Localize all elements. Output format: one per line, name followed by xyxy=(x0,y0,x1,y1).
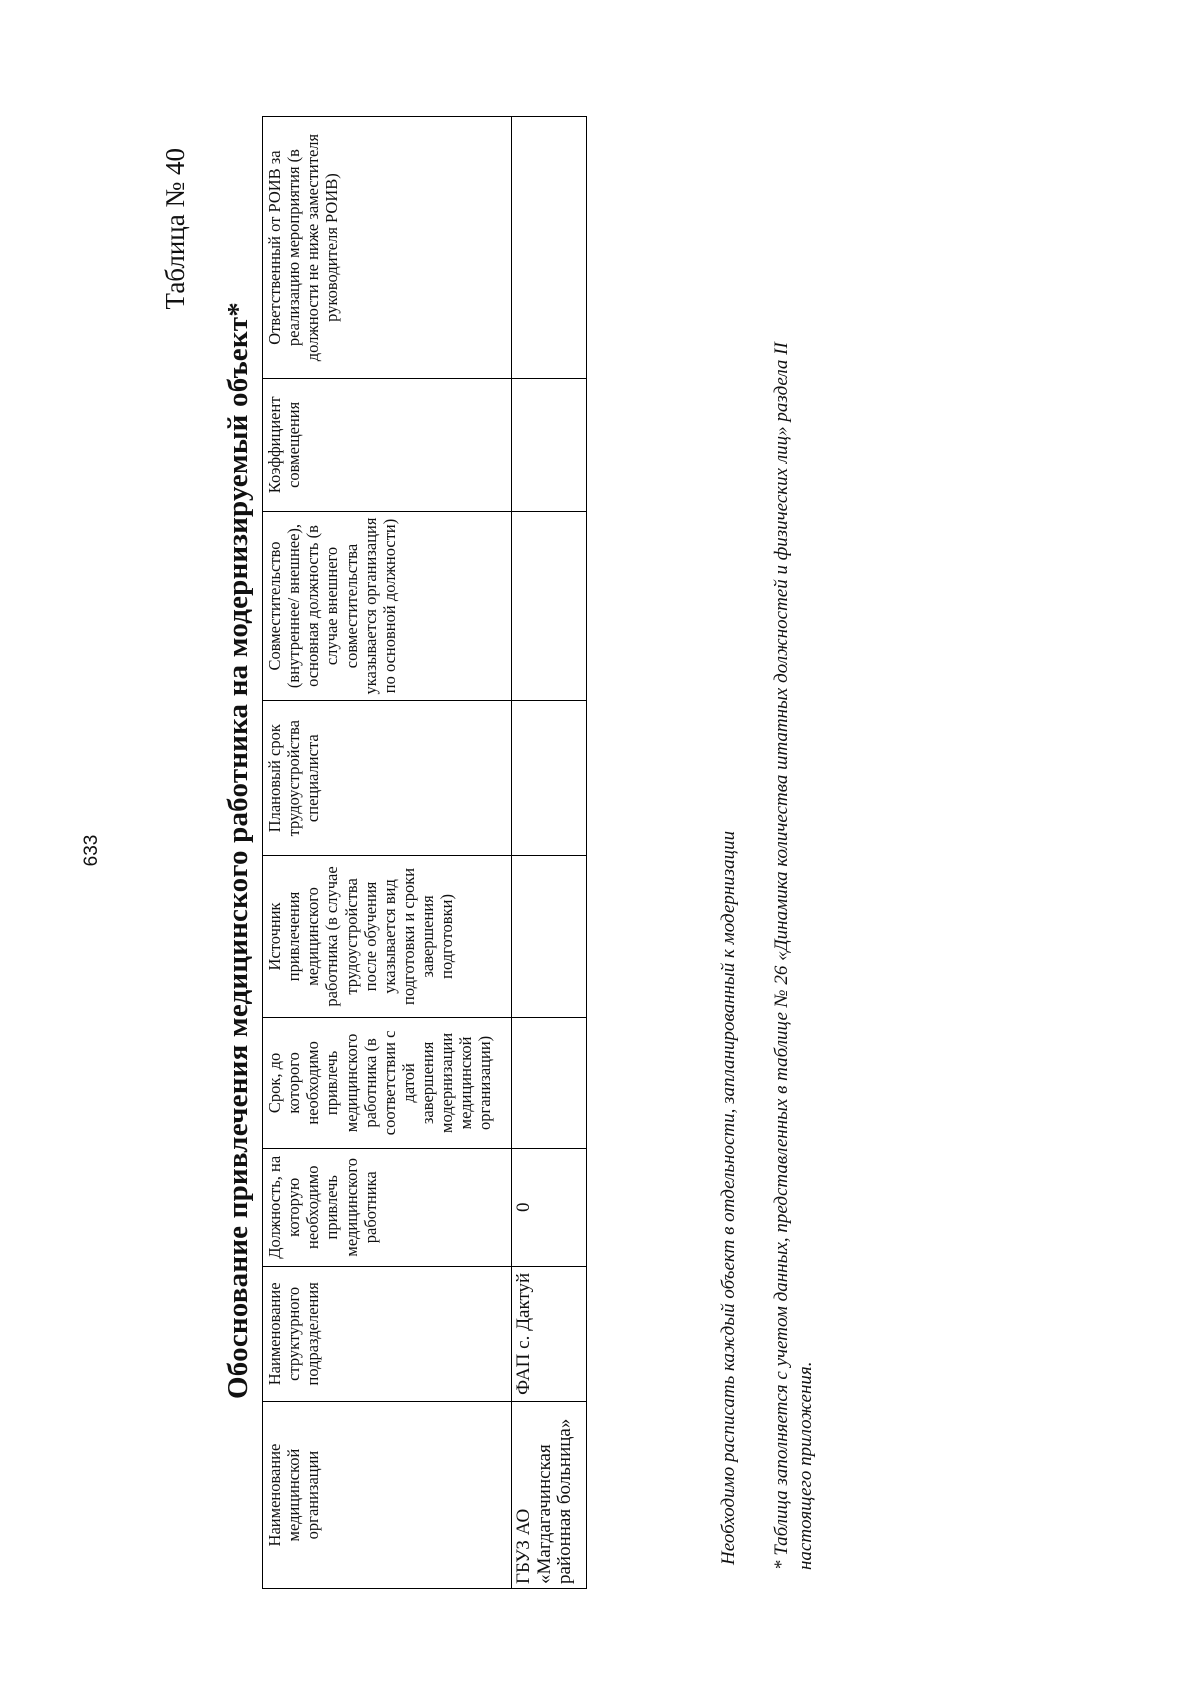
header-source: Источник привлечения медицинского работника (в случае трудоустройства после обучения указывается вид подготовки и сроки завершения подготовки) xyxy=(263,855,512,1017)
instruction-note: Необходимо расписать каждый объект в отдельности, запланированный к модернизации xyxy=(718,830,739,1565)
table-header-row xyxy=(263,117,512,1589)
cell-org-name: ГБУЗ АО «Магдагачинская районная больница» xyxy=(512,1402,587,1589)
header-deadline: Срок, до которого необходимо привлечь медицинского работника (в соответствии с датой завершения модернизации медицинской организации) xyxy=(263,1017,512,1148)
header-org-name: Наименование медицинской организации xyxy=(263,1402,512,1589)
cell-deadline xyxy=(512,1017,587,1148)
cell-position: 0 xyxy=(512,1148,587,1266)
header-responsible: Ответственный от РОИВ за реализацию мероприятия (в должности не ниже заместителя руководителя РОИВ) xyxy=(263,117,512,379)
table-number: Таблица № 40 xyxy=(160,148,190,310)
cell-combination xyxy=(512,511,587,701)
page-title: Обоснование привлечения медицинского работника на модернизируемый объект* xyxy=(222,302,254,1399)
justification-table xyxy=(262,116,587,1589)
footnote: * Таблица заполняется с учетом данных, представленных в таблице № 26 «Динамика количества штатных должностей и физических лиц» раздела II настоящего приложения. xyxy=(771,342,816,1570)
cell-responsible xyxy=(512,117,587,379)
header-planned-date: Плановый срок трудоустройства специалиста xyxy=(263,701,512,856)
header-position: Должность, на которую необходимо привлечь медицинского работника xyxy=(263,1148,512,1266)
header-unit-name: Наименование структурного подразделения xyxy=(263,1266,512,1401)
header-coefficient: Коэффициент совмещения xyxy=(263,379,512,511)
cell-planned-date xyxy=(512,701,587,856)
cell-coefficient xyxy=(512,379,587,511)
cell-source xyxy=(512,855,587,1017)
header-combination: Совместительство (внутреннее/ внешнее), основная должность (в случае внешнего совместительства указывается организация по основной должности) xyxy=(263,511,512,701)
cell-unit-name: ФАП с. Дактуй xyxy=(512,1266,587,1401)
table-row xyxy=(512,117,587,1589)
page-number: 633 xyxy=(81,834,102,867)
